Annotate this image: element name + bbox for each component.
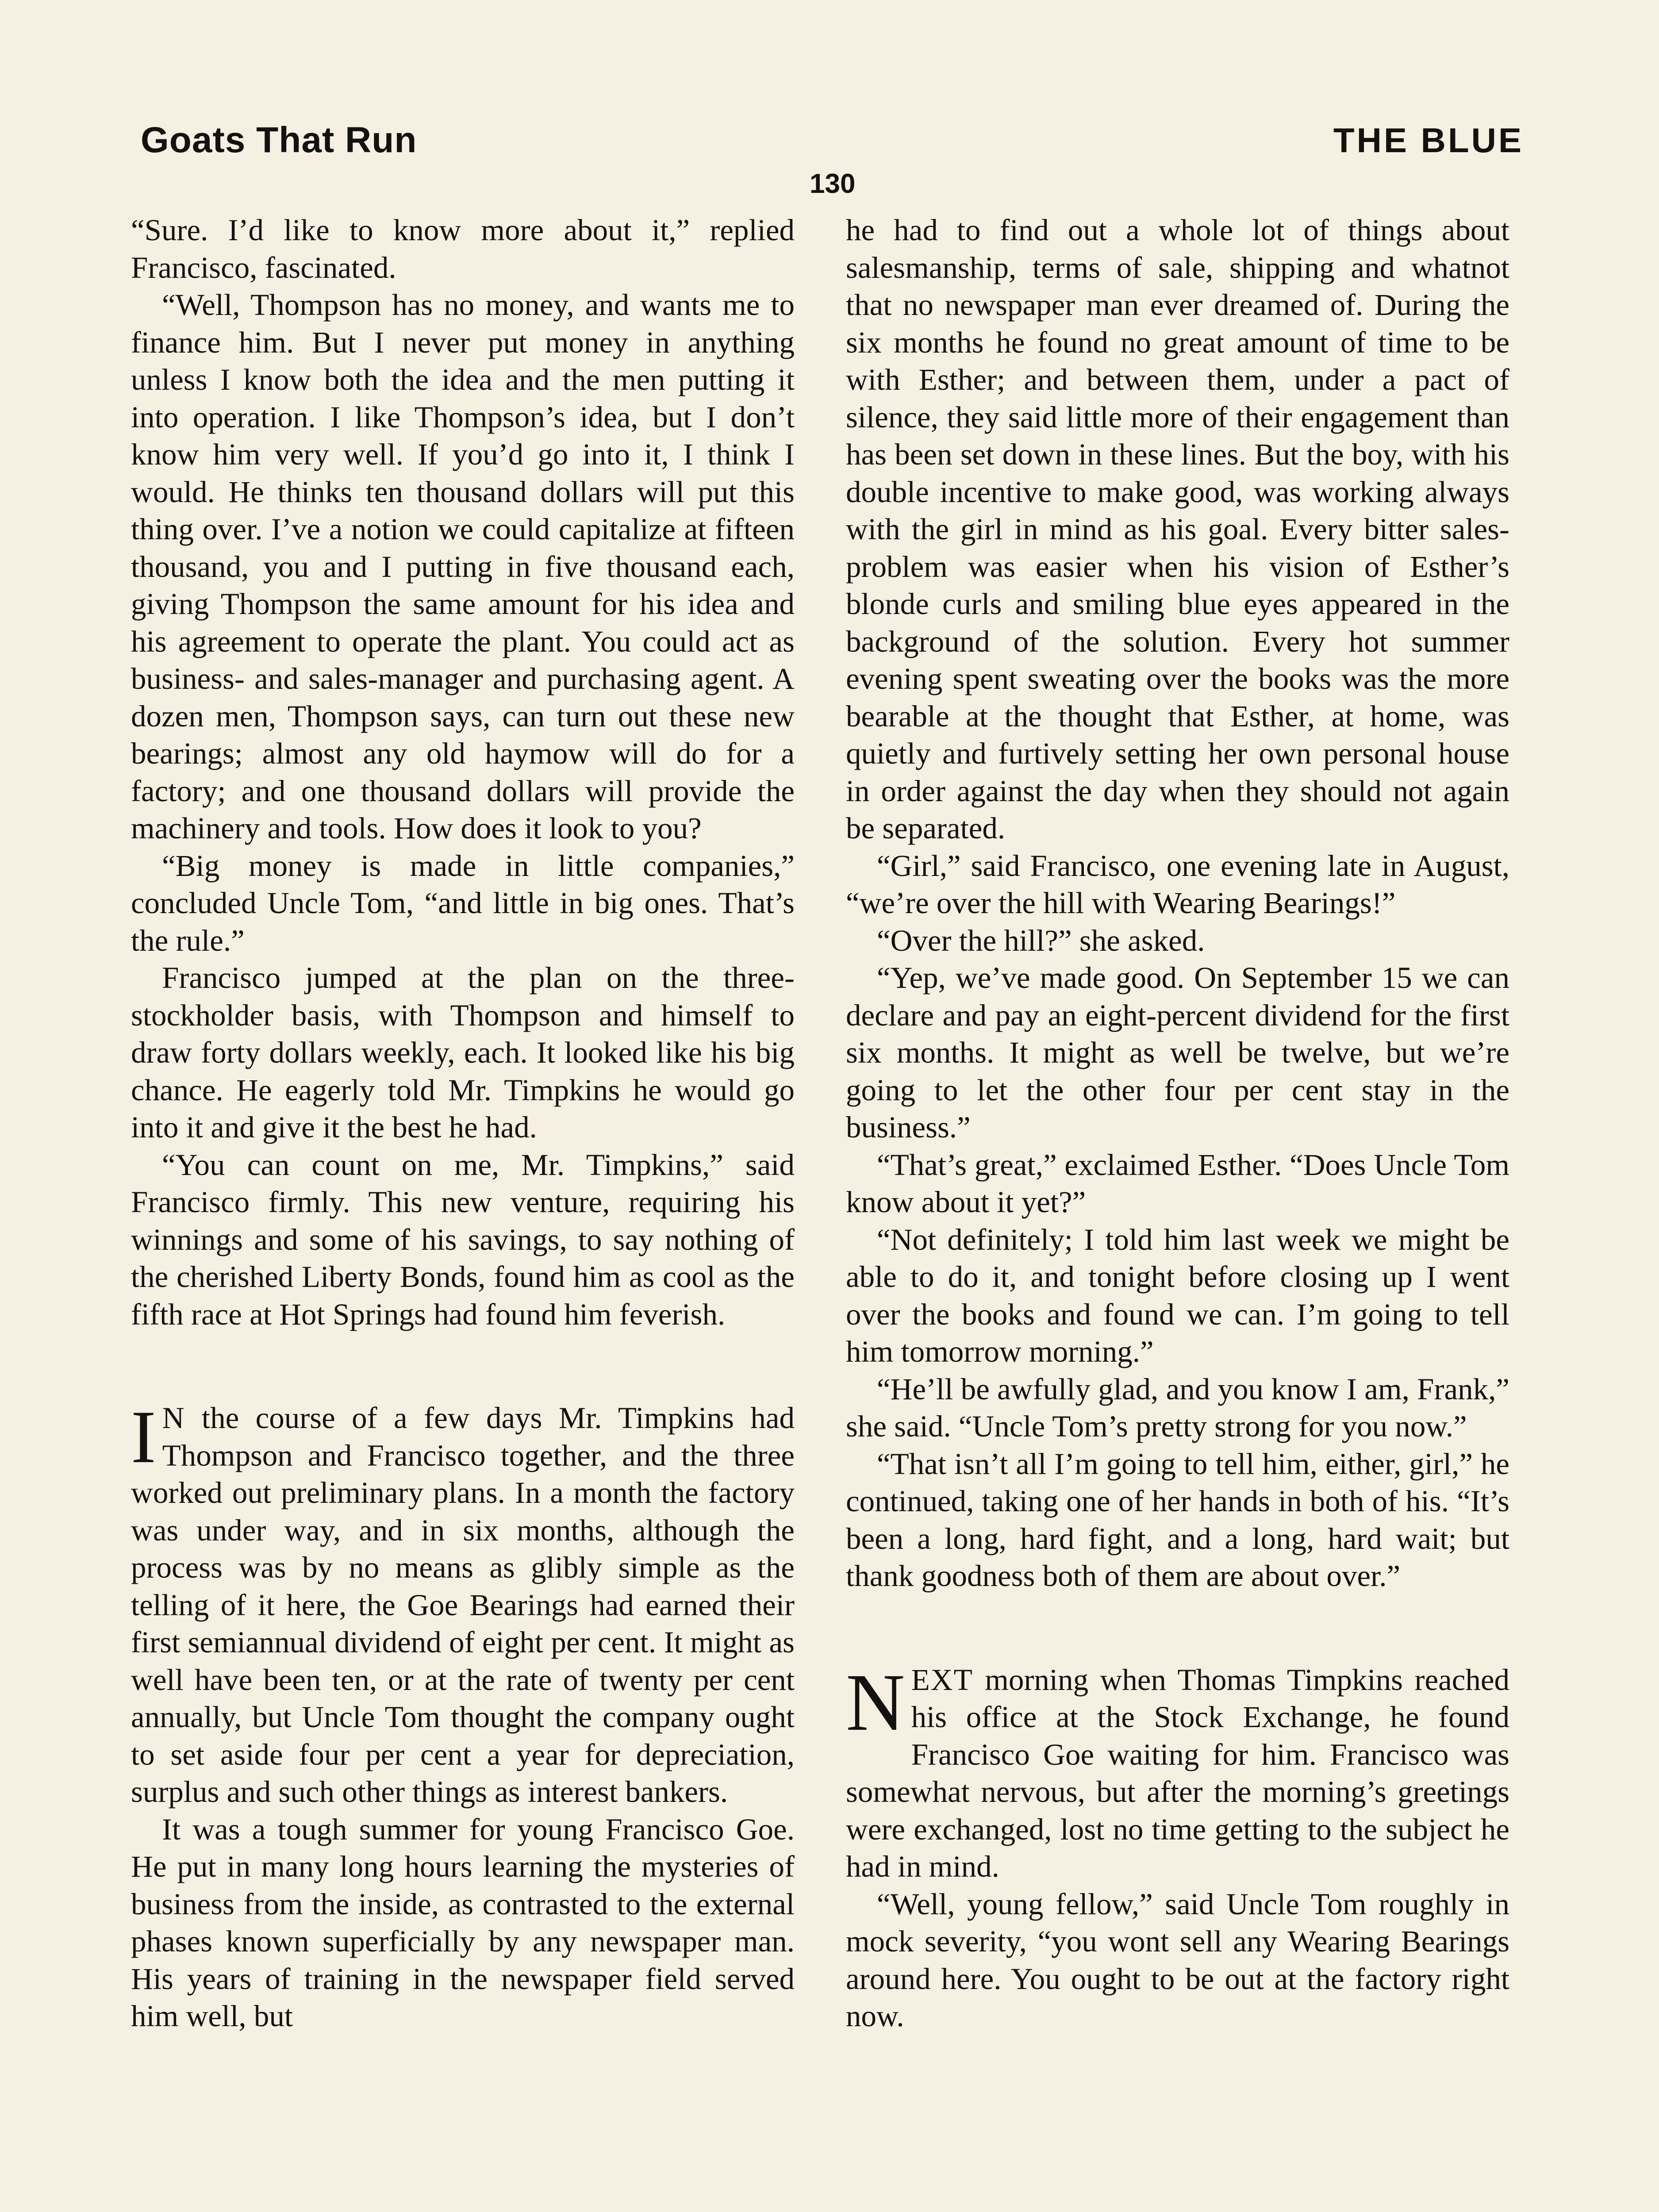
paragraph: “Sure. I’d like to know more about it,” replied Francisco, fascinated. (131, 213, 795, 284)
paragraph: Francisco jumped at the plan on the three-stockholder basis, with Thompson and himself to draw forty dollars weekly, each. It looked like his big chance. He eagerly told Mr. Timpkins he would go into it and give it the best he had. (131, 961, 795, 1144)
paragraph-text: the course of a few days Mr. Timpkins had Thompson and Francisco together, and the three worked out preliminary plans. In a month the factory was under way, and in six months, although the process was by no means as glibly simple as the telling of it here, the Goe Bearings had earned their first semiannual dividend of eight per cent. It might as well have been ten, or at the rate of twenty per cent annually, but Uncle Tom thought the company ought to set aside four per cent a year for depreciation, surplus and such other things as interest bankers. (131, 1401, 795, 1809)
paragraph: “Well, Thompson has no money, and wants me to finance him. But I never put money in anything unless I know both the idea and the men putting it into operation. I like Thompson’s idea, but I don’t know him very well. If you’d go into it, I think I would. He thinks ten thousand dollars will put this thing over. I’ve a notion we could capitalize at fifteen thousand, you and I putting in five thousand each, giving Thompson the same amount for his idea and his agreement to operate the plant. You could act as business- and sales-manager and purchasing agent. A dozen men, Thompson says, can turn out these new bearings; almost any old haymow will do for a factory; and one thousand dollars will provide the machinery and tools. How does it look to you? (131, 288, 795, 845)
paragraph: “Girl,” said Francisco, one evening late in August, “we’re over the hill with Wearing Bearings!” (846, 849, 1509, 920)
paragraph: “That’s great,” exclaimed Esther. “Does Uncle Tom know about it yet?” (846, 1148, 1509, 1219)
page-number: 130 (810, 169, 856, 199)
paragraph: he had to find out a whole lot of things about salesmanship, terms of sale, shipping and whatnot that no newspaper man ever dreamed of. During the six months he found no great amount of time to be with Esther; and between them, under a pact of silence, they said little more of their engagement than has been set down in these lines. But the boy, with his double incentive to make good, was working always with the girl in mind as his goal. Every bitter sales-problem was easier when his vision of Esther’s blonde curls and smiling blue eyes appeared in the background of the solution. Every hot summer evening spent sweating over the books was the more bearable at the thought that Esther, at home, was quietly and furtively setting her own personal house in order against the day when they should not again be separated. (846, 213, 1509, 845)
right-text-column (846, 211, 1509, 2035)
lead-in-word: N (162, 1401, 185, 1435)
paragraph: It was a tough summer for young Francisco Goe. He put in many long hours learning the mysteries of business from the inside, as contrasted to the external phases known superficially by any newspaper man. His years of training in the newspaper field served him well, but (131, 1812, 795, 2033)
left-text-column (131, 211, 795, 2035)
paragraph: “You can count on me, Mr. Timpkins,” said Francisco firmly. This new venture, requiring his winnings and some of his savings, to say nothing of the cherished Liberty Bonds, found him as cool as the fifth race at Hot Springs had found him feverish. (131, 1148, 795, 1331)
paragraph: “Yep, we’ve made good. On September 15 we can declare and pay an eight-percent dividend for the first six months. It might as well be twelve, but we’re going to let the other four per cent stay in the business.” (846, 961, 1509, 1144)
section-opening-paragraph (846, 1657, 1509, 1886)
running-header-magazine-title: THE BLUE (1333, 121, 1524, 160)
paragraph: “Big money is made in little companies,” concluded Uncle Tom, “and little in big ones. That’s the rule.” (131, 849, 795, 957)
paragraph: “Well, young fellow,” said Uncle Tom roughly in mock severity, “you wont sell any Wearing Bearings around here. You ought to be out at the factory right now. (846, 1887, 1509, 2033)
paragraph: “Not definitely; I told him last week we might be able to do it, and tonight before closing up I went over the books and found we can. I’m going to tell him tomorrow morning.” (846, 1222, 1509, 1368)
section-break (846, 1595, 1509, 1661)
running-header-story-title: Goats That Run (141, 120, 417, 160)
lead-in-word: EXT (911, 1663, 973, 1697)
drop-cap-letter: N (846, 1657, 905, 1748)
paragraph: “He’ll be awfully glad, and you know I am, Frank,” she said. “Uncle Tom’s pretty strong for you now.” (846, 1372, 1509, 1443)
paragraph: “Over the hill?” she asked. (877, 923, 1205, 957)
paragraph-text: morning when Thomas Timpkins reached his office at the Stock Exchange, he found Francisco Goe waiting for him. Francisco was somewhat nervous, but after the morning’s greetings were exchanged, lost no time getting to the subject he had in mind. (846, 1663, 1509, 1883)
paragraph: “That isn’t all I’m going to tell him, either, girl,” he continued, taking one of her hands in both of his. “It’s been a long, hard fight, and a long, hard wait; but thank goodness both of them are about over.” (846, 1447, 1509, 1593)
section-opening-paragraph (131, 1395, 795, 1811)
drop-cap-letter: I (131, 1395, 156, 1479)
section-break (131, 1333, 795, 1399)
